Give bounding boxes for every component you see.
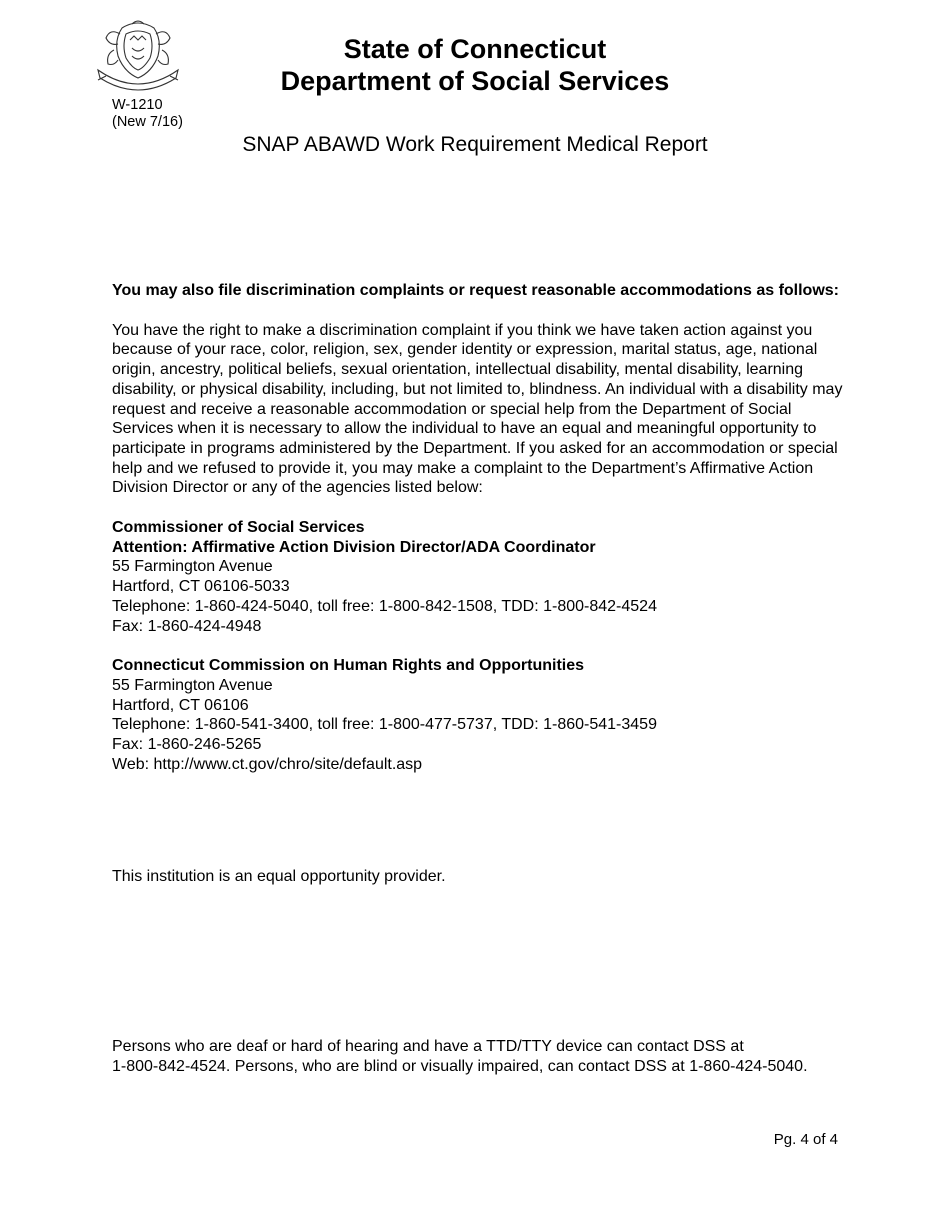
form-number: W-1210 (112, 97, 163, 113)
agency-title (200, 33, 750, 97)
equal-opportunity-statement: This institution is an equal opportunity provider. (112, 868, 446, 885)
contact-name: Connecticut Commission on Human Rights and Opportunities (112, 657, 585, 675)
contact-web-link[interactable]: Web: http://www.ct.gov/chro/site/default.asp (112, 755, 423, 773)
contact-city: Hartford, CT 06106 (112, 696, 249, 714)
contact-phone: Telephone: 1-860-424-5040, toll free: 1-800-842-1508, TDD: 1-800-842-4524 (112, 597, 657, 615)
contact-street: 55 Farmington Avenue (112, 558, 273, 576)
agency-line-1: State of Connecticut (343, 34, 607, 64)
state-seal-icon (92, 20, 184, 92)
intro-heading: You may also file discrimination complaints or request reasonable accommodations as follows: (112, 282, 839, 299)
agency-line-2: Department of Social Services (280, 66, 670, 96)
rights-paragraph: You have the right to make a discrimination complaint if you think we have taken action against you because of your race, color, religion, sex, gender identity or expression, marital status, age, national origin, ancestry, political beliefs, sexual orientation, intellectual disability, mental disability, learning disability, or physical disability, including, but not limited to, blindness. An individual with a disability may request and receive a reasonable accommodation or special help from the Department of Social Services when it is necessary to allow the individual to have an equal and meaningful opportunity to participate in programs administered by the Department. If you asked for an accommodation or special help and we refused to provide it, you may make a complaint to the Department’s Affirmative Action Division Director or any of the agencies listed below: (112, 321, 843, 497)
form-id-block (112, 97, 183, 131)
contact-block-chro (112, 656, 847, 774)
contact-name: Commissioner of Social Services (112, 519, 365, 537)
contact-phone: Telephone: 1-860-541-3400, toll free: 1-800-477-5737, TDD: 1-860-541-3459 (112, 716, 657, 734)
tty-notice (112, 1037, 808, 1077)
contact-city: Hartford, CT 06106-5033 (112, 578, 290, 596)
contact-fax: Fax: 1-860-424-4948 (112, 617, 262, 635)
contact-street: 55 Farmington Avenue (112, 676, 273, 694)
contact-block-dss (112, 518, 847, 636)
document-body (112, 281, 847, 774)
page-number: Pg. 4 of 4 (773, 1131, 838, 1148)
form-title: SNAP ABAWD Work Requirement Medical Report (242, 133, 708, 156)
contact-attention: Attention: Affirmative Action Division Director/ADA Coordinator (112, 538, 596, 556)
form-revision: (New 7/16) (112, 114, 183, 130)
tty-notice-line-2: 1-800-842-4524. Persons, who are blind or visually impaired, can contact DSS at 1-860-424-5040. (112, 1058, 808, 1075)
tty-notice-line-1: Persons who are deaf or hard of hearing and have a TTD/TTY device can contact DSS at (112, 1038, 744, 1055)
contact-fax: Fax: 1-860-246-5265 (112, 736, 262, 754)
